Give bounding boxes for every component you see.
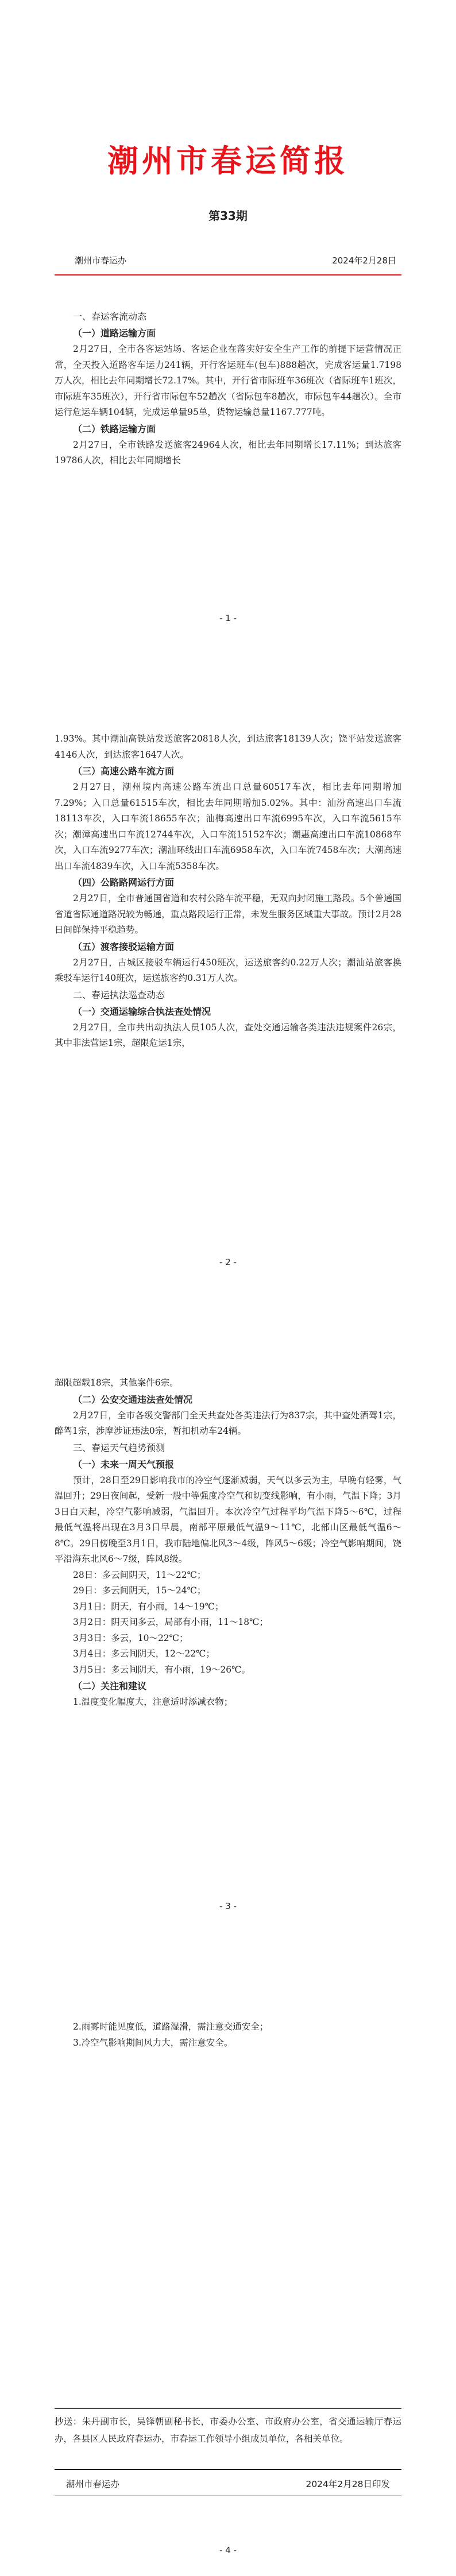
- print-office: 潮州市春运办: [66, 2479, 120, 2489]
- page-4: [0, 1932, 456, 2576]
- section-1-4-heading: （四）公路路网运行方面: [73, 877, 175, 888]
- document-title: 潮州市春运简报: [107, 142, 349, 179]
- section-2-2-heading: （二）公安交通违法查处情况: [73, 1394, 193, 1405]
- section-2-1-body-part-a: 2月27日，全市共出动执法人员105人次，查处交通运输各类违法违规案件26宗，其中非法营运1宗，超限危运1宗，: [55, 1022, 401, 1048]
- forecast-line: 3月1日：阴天，有小雨，14～19℃；: [73, 1601, 224, 1612]
- section-2-2-body: 2月27日，全市各级交警部门全天共查处各类违法行为837宗，其中查处酒驾1宗，醉驾1宗，涉摩涉证违法0宗，暂扣机动车24辆。: [55, 1410, 401, 1436]
- page-1-content: [55, 308, 401, 469]
- print-date: 2024年2月28日印发: [306, 2479, 390, 2489]
- cc-bottom-rule: [55, 2469, 401, 2470]
- cc-top-rule: [55, 2408, 401, 2409]
- page-number-4: - 4 -: [219, 2545, 237, 2555]
- forecast-line: 3月4日：多云间阴天，12～22℃；: [73, 1648, 215, 1659]
- section-2-1-heading: （一）交通运输综合执法查处情况: [73, 1006, 211, 1017]
- section-1-2-body-part-b: 1.93%。其中潮汕高铁站发送旅客20818人次，到达旅客18139人次；饶平站发送旅客4146人次，到达旅客1647人次。: [55, 734, 401, 760]
- section-1-1-body: 2月27日，全市各客运站场、客运企业在落实好安全生产工作的前提下运营情况正常，全天投入道路客车运力241辆，开行客运班车(包车)888趟次，完成客运量1.7198万人次，相比去年同期增长72.17%。其中，开行省市际班车36班次（省际班车1班次，市际班车35班次），开行省市际包车52趟次（省际包车8趟次，市际包车44趟次）。全市运行危运车辆104辆，完成运单量95单，货物运输总量1167.777吨。: [55, 344, 401, 417]
- section-1-5-body: 2月27日，古城区接驳车辆运行450班次，运送旅客约0.22万人次；潮汕站旅客换乘驳车运行140班次，运送旅客约0.31万人次。: [55, 957, 401, 983]
- section-2-1-body-part-b: 超限超载18宗，其他案件6宗。: [55, 1378, 179, 1388]
- forecast-line: 3月5日：多云间阴天，有小雨，19～26℃。: [73, 1664, 251, 1675]
- page-2: [0, 644, 456, 1288]
- header-red-rule: [55, 274, 401, 276]
- page-number-2: - 2 -: [219, 1257, 237, 1267]
- section-3-2-heading: （二）关注和建议: [73, 1681, 147, 1692]
- section-1-4-body: 2月27日，全市普通国省道和农村公路车流平稳，无双向封闭施工路段。5个普通国省道省际通道路况较为畅通，重点路段运行正常，未发生服务区域重大事故。预计2月28日间鲜保持平稳趋势。: [55, 893, 401, 935]
- page-3-content: [55, 1375, 401, 1710]
- section-1-3-body: 2月27日，潮州境内高速公路车流出口总量60517车次，相比去年同期增加7.29%；入口总量61515车次，相比去年同期增加5.02%。其中：汕汾高速出口车流18113车次，入口车流18655车次；汕梅高速出口车流6995车次，入口车流5615车次；潮漳高速出口车流12744车次，入口车流15152车次；潮惠高速出口车流10868车次，入口车流9277车次；潮汕环线出口车流6958车次，入口车流7458车次；大潮高速出口车流4839车次，入口车流5358车次。: [55, 782, 401, 871]
- section-1-heading: 一、春运客流动态: [73, 311, 147, 322]
- forecast-line: 29日：多云间阴天，15～24℃；: [73, 1585, 206, 1596]
- issuing-office: 潮州市春运办: [75, 255, 127, 266]
- forecast-line: 3月2日：阴天间多云，局部有小雨，11～18℃；: [73, 1617, 269, 1627]
- forecast-line: 28日：多云间阴天，11～22℃；: [73, 1569, 206, 1580]
- section-1-2-heading: （二）铁路运输方面: [73, 423, 156, 434]
- issue-number: 第33期: [208, 209, 248, 223]
- page-number-3: - 3 -: [219, 1901, 237, 1911]
- section-3-1-heading: （一）未来一周天气预报: [73, 1458, 175, 1470]
- section-1-3-heading: （三）高速公路车流方面: [73, 766, 175, 777]
- section-3-1-body: 预计，28日至29日影响我市的冷空气逐渐减弱，天气以多云为主，早晚有轻雾，气温回升；29日夜间起，受新一股中等强度冷空气和切变线影响，有小雨，气温下降；3月3日白天起，冷空气影响减弱，气温回升。本次冷空气过程平均气温下降5～6℃，过程最低气温将出现在3月3日早晨，南部平原最低气温9～11℃，北部山区最低气温6～8℃。29日傍晚至3月1日，我市陆地偏北风3～4级，阵风5～6级；冷空气影响期间，饶平沿海东北风6～7级，阵风8级。: [55, 1475, 401, 1564]
- issue-date: 2024年2月28日: [332, 255, 396, 266]
- section-1-2-body-part-a: 2月27日，全市铁路发送旅客24964人次，相比去年同期增长17.11%；到达旅客19786人次，相比去年同期增长: [55, 439, 401, 465]
- advice-item-3: 3.冷空气影响期间风力大，需注意安全。: [73, 2037, 233, 2048]
- page-3: [0, 1288, 456, 1932]
- advice-item-2: 2.雨雾时能见度低，道路湿滑，需注意交通安全；: [73, 2022, 269, 2032]
- section-3-heading: 三、春运天气趋势预测: [73, 1442, 165, 1453]
- page-1: [0, 0, 456, 644]
- advice-item-1: 1.温度变化幅度大，注意适时添减衣物；: [73, 1697, 233, 1707]
- page-number-1: - 1 -: [219, 613, 237, 623]
- cc-list: 抄送：朱丹副市长，吴锋朝副秘书长，市委办公室、市政府办公室，省交通运输厅春运办，各县区人民政府春运办，市春运工作领导小组成员单位，各相关单位。: [55, 2416, 401, 2444]
- page-4-content: [55, 2019, 401, 2051]
- section-1-5-heading: （五）渡客接驳运输方面: [73, 941, 175, 952]
- forecast-line: 3月3日：多云，10～22℃；: [73, 1632, 188, 1643]
- section-2-heading: 二、春运执法巡查动态: [73, 989, 165, 1000]
- section-1-1-heading: （一）道路运输方面: [73, 328, 156, 339]
- page-2-content: [55, 731, 401, 1052]
